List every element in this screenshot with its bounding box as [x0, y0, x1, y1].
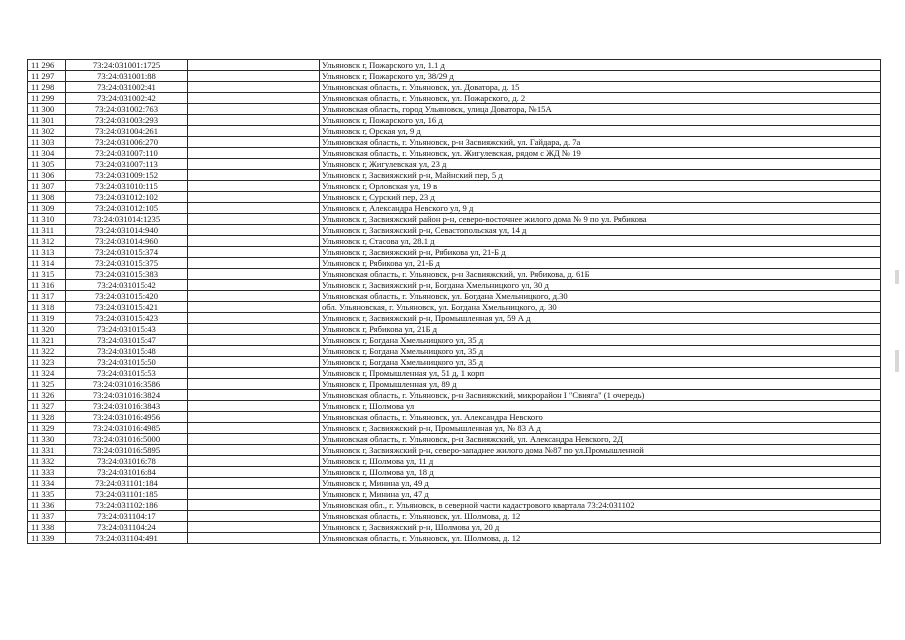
address: Ульяновск г, Стасова ул, 28.1 д — [320, 236, 881, 247]
empty-cell — [188, 203, 320, 214]
address: Ульяновск г, Засвияжский р-н, Промышленная ул, 59 А д — [320, 313, 881, 324]
empty-cell — [188, 148, 320, 159]
empty-cell — [188, 412, 320, 423]
empty-cell — [188, 346, 320, 357]
address: Ульяновская область, г. Ульяновск, р-н Засвияжский, ул. Гайдара, д. 7а — [320, 137, 881, 148]
address: Ульяновск г, Богдана Хмельницкого ул, 35 д — [320, 357, 881, 368]
table-row — [28, 313, 881, 324]
empty-cell — [188, 401, 320, 412]
cadastral-number: 73:24:031015:48 — [66, 346, 188, 357]
cadastral-number: 73:24:031014:1235 — [66, 214, 188, 225]
row-number: 11 318 — [28, 302, 66, 313]
cadastral-number: 73:24:031012:102 — [66, 192, 188, 203]
address: Ульяновск г, Шолмова ул, 11 д — [320, 456, 881, 467]
table-row — [28, 335, 881, 346]
cadastral-number: 73:24:031101:184 — [66, 478, 188, 489]
empty-cell — [188, 313, 320, 324]
address: Ульяновск г, Богдана Хмельницкого ул, 35 д — [320, 335, 881, 346]
cadastral-number: 73:24:031007:113 — [66, 159, 188, 170]
cadastral-number: 73:24:031015:50 — [66, 357, 188, 368]
empty-cell — [188, 214, 320, 225]
address: Ульяновск г, Орловская ул, 19 в — [320, 181, 881, 192]
cadastral-number: 73:24:031015:420 — [66, 291, 188, 302]
address: Ульяновск г, Жигулевская ул, 23 д — [320, 159, 881, 170]
row-number: 11 296 — [28, 60, 66, 71]
cadastral-number: 73:24:031016:5895 — [66, 445, 188, 456]
address: Ульяновск г, Богдана Хмельницкого ул, 35 д — [320, 346, 881, 357]
empty-cell — [188, 115, 320, 126]
empty-cell — [188, 159, 320, 170]
cadastral-number: 73:24:031001:88 — [66, 71, 188, 82]
row-number: 11 325 — [28, 379, 66, 390]
address: Ульяновск г, Рябикова ул, 21Б д — [320, 324, 881, 335]
empty-cell — [188, 302, 320, 313]
cadastral-number: 73:24:031014:960 — [66, 236, 188, 247]
address: Ульяновск г, Шолмова ул, 18 д — [320, 467, 881, 478]
row-number: 11 298 — [28, 82, 66, 93]
empty-cell — [188, 71, 320, 82]
empty-cell — [188, 379, 320, 390]
row-number: 11 308 — [28, 192, 66, 203]
table-row — [28, 192, 881, 203]
table-row — [28, 203, 881, 214]
cadastral-number: 73:24:031101:185 — [66, 489, 188, 500]
table-row — [28, 225, 881, 236]
empty-cell — [188, 291, 320, 302]
cadastral-number: 73:24:031002:42 — [66, 93, 188, 104]
table-row — [28, 522, 881, 533]
address: Ульяновск г, Шолмова ул — [320, 401, 881, 412]
cadastral-number: 73:24:031003:293 — [66, 115, 188, 126]
row-number: 11 324 — [28, 368, 66, 379]
address: Ульяновская область, г. Ульяновск, ул. Александра Невского — [320, 412, 881, 423]
table-row — [28, 137, 881, 148]
empty-cell — [188, 258, 320, 269]
table-row — [28, 423, 881, 434]
table-row — [28, 511, 881, 522]
empty-cell — [188, 236, 320, 247]
row-number: 11 307 — [28, 181, 66, 192]
cadastral-number: 73:24:031015:375 — [66, 258, 188, 269]
table-row — [28, 258, 881, 269]
address: Ульяновск г, Засвияжский район р-н, северо-восточнее жилого дома № 9 по ул. Рябикова — [320, 214, 881, 225]
address: Ульяновск г, Сурский пер, 23 д — [320, 192, 881, 203]
row-number: 11 309 — [28, 203, 66, 214]
table-row — [28, 236, 881, 247]
row-number: 11 304 — [28, 148, 66, 159]
property-registry-table — [27, 59, 881, 544]
cadastral-number: 73:24:031015:383 — [66, 269, 188, 280]
row-number: 11 333 — [28, 467, 66, 478]
address: Ульяновск г, Засвияжский р-н, Шолмова ул, 20 д — [320, 522, 881, 533]
table-row — [28, 456, 881, 467]
table-row — [28, 533, 881, 544]
cadastral-number: 73:24:031016:4985 — [66, 423, 188, 434]
table-row — [28, 412, 881, 423]
cadastral-number: 73:24:031015:374 — [66, 247, 188, 258]
address: Ульяновская область, г. Ульяновск, ул. Шолмова, д. 12 — [320, 533, 881, 544]
cadastral-number: 73:24:031014:940 — [66, 225, 188, 236]
address: Ульяновская область, г. Ульяновск, р-н Засвияжский, ул. Александра Невского, 2Д — [320, 434, 881, 445]
cadastral-number: 73:24:031002:763 — [66, 104, 188, 115]
empty-cell — [188, 335, 320, 346]
cadastral-number: 73:24:031102:186 — [66, 500, 188, 511]
row-number: 11 317 — [28, 291, 66, 302]
cadastral-number: 73:24:031002:41 — [66, 82, 188, 93]
row-number: 11 329 — [28, 423, 66, 434]
empty-cell — [188, 269, 320, 280]
address: Ульяновск г, Засвияжский р-н, Майнский пер, 5 д — [320, 170, 881, 181]
empty-cell — [188, 478, 320, 489]
cadastral-number: 73:24:031006:270 — [66, 137, 188, 148]
cadastral-number: 73:24:031012:105 — [66, 203, 188, 214]
row-number: 11 303 — [28, 137, 66, 148]
table-row — [28, 302, 881, 313]
row-number: 11 297 — [28, 71, 66, 82]
address: Ульяновская область, город Ульяновск, улица Доватора, №15А — [320, 104, 881, 115]
empty-cell — [188, 467, 320, 478]
table-row — [28, 170, 881, 181]
address: Ульяновская область, г. Ульяновск, ул. Пожарского, д. 2 — [320, 93, 881, 104]
table-row — [28, 71, 881, 82]
scan-margin-mark — [895, 350, 899, 372]
empty-cell — [188, 500, 320, 511]
row-number: 11 312 — [28, 236, 66, 247]
row-number: 11 334 — [28, 478, 66, 489]
cadastral-number: 73:24:031015:53 — [66, 368, 188, 379]
address: Ульяновск г, Промышленная ул, 89 д — [320, 379, 881, 390]
row-number: 11 339 — [28, 533, 66, 544]
row-number: 11 301 — [28, 115, 66, 126]
cadastral-number: 73:24:031016:5000 — [66, 434, 188, 445]
cadastral-number: 73:24:031016:3843 — [66, 401, 188, 412]
row-number: 11 305 — [28, 159, 66, 170]
address: Ульяновская область, г. Ульяновск, р-н Засвияжский, ул. Рябикова, д. 61Б — [320, 269, 881, 280]
address: Ульяновская область, г. Ульяновск, р-н Засвияжский, микрорайон I "Свияга" (1 очередь) — [320, 390, 881, 401]
address: Ульяновск г, Рябикова ул, 21-Б д — [320, 258, 881, 269]
cadastral-number: 73:24:031001:1725 — [66, 60, 188, 71]
address: Ульяновская обл., г. Ульяновск, в северной части кадастрового квартала 73:24:031102 — [320, 500, 881, 511]
table-row — [28, 60, 881, 71]
empty-cell — [188, 445, 320, 456]
cadastral-number: 73:24:031009:152 — [66, 170, 188, 181]
table-row — [28, 291, 881, 302]
empty-cell — [188, 533, 320, 544]
row-number: 11 320 — [28, 324, 66, 335]
cadastral-number: 73:24:031016:3824 — [66, 390, 188, 401]
address: обл. Ульяновская, г. Ульяновск, ул. Богдана Хмельницкого, д. 30 — [320, 302, 881, 313]
table-row — [28, 478, 881, 489]
address: Ульяновск г, Минина ул, 47 д — [320, 489, 881, 500]
row-number: 11 337 — [28, 511, 66, 522]
table-row — [28, 82, 881, 93]
empty-cell — [188, 357, 320, 368]
row-number: 11 300 — [28, 104, 66, 115]
empty-cell — [188, 324, 320, 335]
address: Ульяновская область, г. Ульяновск, ул. Жигулевская, рядом с ЖД № 19 — [320, 148, 881, 159]
table-row — [28, 434, 881, 445]
empty-cell — [188, 104, 320, 115]
empty-cell — [188, 511, 320, 522]
empty-cell — [188, 225, 320, 236]
row-number: 11 326 — [28, 390, 66, 401]
address: Ульяновск г, Орская ул, 9 д — [320, 126, 881, 137]
cadastral-number: 73:24:031016:3586 — [66, 379, 188, 390]
empty-cell — [188, 82, 320, 93]
table-row — [28, 346, 881, 357]
row-number: 11 330 — [28, 434, 66, 445]
address: Ульяновск г, Пожарского ул, 38/29 д — [320, 71, 881, 82]
table-row — [28, 126, 881, 137]
empty-cell — [188, 60, 320, 71]
cadastral-number: 73:24:031016:78 — [66, 456, 188, 467]
row-number: 11 323 — [28, 357, 66, 368]
row-number: 11 319 — [28, 313, 66, 324]
address: Ульяновская область, г. Ульяновск, ул. Доватора, д. 15 — [320, 82, 881, 93]
table-row — [28, 115, 881, 126]
row-number: 11 306 — [28, 170, 66, 181]
table-row — [28, 247, 881, 258]
empty-cell — [188, 170, 320, 181]
cadastral-number: 73:24:031015:42 — [66, 280, 188, 291]
table-row — [28, 357, 881, 368]
empty-cell — [188, 390, 320, 401]
empty-cell — [188, 522, 320, 533]
address: Ульяновск г, Засвияжский р-н, северо-западнее жилого дома №87 по ул.Промышленной — [320, 445, 881, 456]
table-row — [28, 181, 881, 192]
row-number: 11 299 — [28, 93, 66, 104]
empty-cell — [188, 181, 320, 192]
table-row — [28, 159, 881, 170]
table-row — [28, 93, 881, 104]
empty-cell — [188, 368, 320, 379]
row-number: 11 321 — [28, 335, 66, 346]
cadastral-number: 73:24:031104:491 — [66, 533, 188, 544]
address: Ульяновская область, г. Ульяновск, ул. Богдана Хмельницкого, д.30 — [320, 291, 881, 302]
row-number: 11 331 — [28, 445, 66, 456]
table-row — [28, 280, 881, 291]
empty-cell — [188, 280, 320, 291]
cadastral-number: 73:24:031104:17 — [66, 511, 188, 522]
table-row — [28, 269, 881, 280]
row-number: 11 314 — [28, 258, 66, 269]
row-number: 11 327 — [28, 401, 66, 412]
empty-cell — [188, 247, 320, 258]
table-row — [28, 467, 881, 478]
cadastral-number: 73:24:031004:261 — [66, 126, 188, 137]
row-number: 11 335 — [28, 489, 66, 500]
empty-cell — [188, 489, 320, 500]
cadastral-number: 73:24:031015:47 — [66, 335, 188, 346]
table-row — [28, 500, 881, 511]
cadastral-number: 73:24:031015:421 — [66, 302, 188, 313]
table-row — [28, 390, 881, 401]
empty-cell — [188, 137, 320, 148]
table-row — [28, 379, 881, 390]
table-row — [28, 148, 881, 159]
table-row — [28, 368, 881, 379]
row-number: 11 311 — [28, 225, 66, 236]
empty-cell — [188, 192, 320, 203]
table-row — [28, 489, 881, 500]
row-number: 11 316 — [28, 280, 66, 291]
cadastral-number: 73:24:031104:24 — [66, 522, 188, 533]
address: Ульяновск г, Минина ул, 49 д — [320, 478, 881, 489]
table-row — [28, 324, 881, 335]
address: Ульяновская область, г. Ульяновск, ул. Шолмова, д. 12 — [320, 511, 881, 522]
scan-margin-mark — [895, 270, 899, 284]
registry-body — [28, 60, 881, 544]
table-row — [28, 445, 881, 456]
address: Ульяновск г, Засвияжский р-н, Богдана Хмельницкого ул, 30 д — [320, 280, 881, 291]
row-number: 11 322 — [28, 346, 66, 357]
cadastral-number: 73:24:031016:4956 — [66, 412, 188, 423]
registry-sheet — [27, 59, 880, 544]
address: Ульяновск г, Засвияжский р-н, Рябикова ул, 21-Б д — [320, 247, 881, 258]
empty-cell — [188, 126, 320, 137]
row-number: 11 313 — [28, 247, 66, 258]
row-number: 11 328 — [28, 412, 66, 423]
row-number: 11 302 — [28, 126, 66, 137]
cadastral-number: 73:24:031016:84 — [66, 467, 188, 478]
empty-cell — [188, 456, 320, 467]
cadastral-number: 73:24:031010:115 — [66, 181, 188, 192]
address: Ульяновск г, Засвияжский р-н, Промышленная ул, № 83 А д — [320, 423, 881, 434]
address: Ульяновск г, Промышленная ул, 51 д, 1 корп — [320, 368, 881, 379]
cadastral-number: 73:24:031015:43 — [66, 324, 188, 335]
empty-cell — [188, 434, 320, 445]
address: Ульяновск г, Пожарского ул, 16 д — [320, 115, 881, 126]
cadastral-number: 73:24:031015:423 — [66, 313, 188, 324]
row-number: 11 336 — [28, 500, 66, 511]
address: Ульяновск г, Засвияжский р-н, Севастопольская ул, 14 д — [320, 225, 881, 236]
address: Ульяновск г, Пожарского ул, 1.1 д — [320, 60, 881, 71]
table-row — [28, 401, 881, 412]
table-row — [28, 214, 881, 225]
cadastral-number: 73:24:031007:110 — [66, 148, 188, 159]
table-row — [28, 104, 881, 115]
empty-cell — [188, 93, 320, 104]
row-number: 11 310 — [28, 214, 66, 225]
empty-cell — [188, 423, 320, 434]
row-number: 11 338 — [28, 522, 66, 533]
address: Ульяновск г, Александра Невского ул, 9 д — [320, 203, 881, 214]
row-number: 11 332 — [28, 456, 66, 467]
row-number: 11 315 — [28, 269, 66, 280]
